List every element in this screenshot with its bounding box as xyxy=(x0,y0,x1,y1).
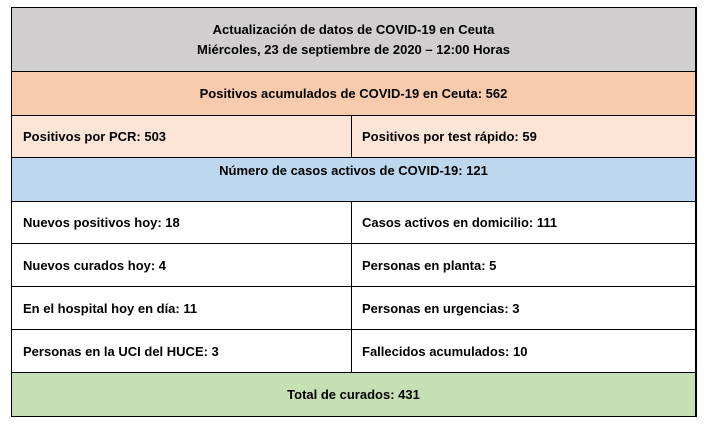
new-positives-label: Nuevos positivos hoy: 18 xyxy=(23,215,180,230)
active-cases-label: Número de casos activos de COVID-19: 121 xyxy=(219,163,488,178)
accumulated-positives-row xyxy=(12,72,696,116)
new-positives-cell xyxy=(12,202,352,244)
accumulated-positives-label: Positivos acumulados de COVID-19 en Ceuta: 562 xyxy=(199,86,508,101)
hospitalized-label: En el hospital hoy en día: 11 xyxy=(23,300,198,316)
report-date: Miércoles, 23 de septiembre de 2020 – 12:00 Horas xyxy=(197,41,510,57)
covid-data-table xyxy=(11,7,697,417)
home-active-cases-label: Casos activos en domicilio: 111 xyxy=(362,215,558,230)
icu-patients-cell xyxy=(12,330,352,373)
active-cases-row xyxy=(12,158,696,202)
ward-patients-cell xyxy=(352,244,696,287)
icu-patients-label: Personas en la UCI del HUCE: 3 xyxy=(23,343,219,359)
report-title: Actualización de datos de COVID-19 en Ceuta xyxy=(212,21,495,37)
emergency-patients-cell xyxy=(352,287,696,330)
ward-patients-label: Personas en planta: 5 xyxy=(362,257,497,273)
new-cured-label: Nuevos curados hoy: 4 xyxy=(23,257,167,273)
hospitalized-cell xyxy=(12,287,352,330)
emergency-patients-label: Personas en urgencias: 3 xyxy=(362,300,520,316)
accumulated-deaths-label: Fallecidos acumulados: 10 xyxy=(362,343,528,359)
pcr-positives-cell xyxy=(12,116,352,158)
table-header xyxy=(12,8,696,72)
total-cured-row xyxy=(12,373,696,416)
pcr-positives-label: Positivos por PCR: 503 xyxy=(23,129,167,144)
new-cured-cell xyxy=(12,244,352,287)
rapid-test-positives-cell xyxy=(352,116,696,158)
total-cured-label: Total de curados: 431 xyxy=(287,387,420,402)
home-active-cases-cell xyxy=(352,202,696,244)
rapid-test-positives-label: Positivos por test rápido: 59 xyxy=(362,129,537,144)
accumulated-deaths-cell xyxy=(352,330,696,373)
